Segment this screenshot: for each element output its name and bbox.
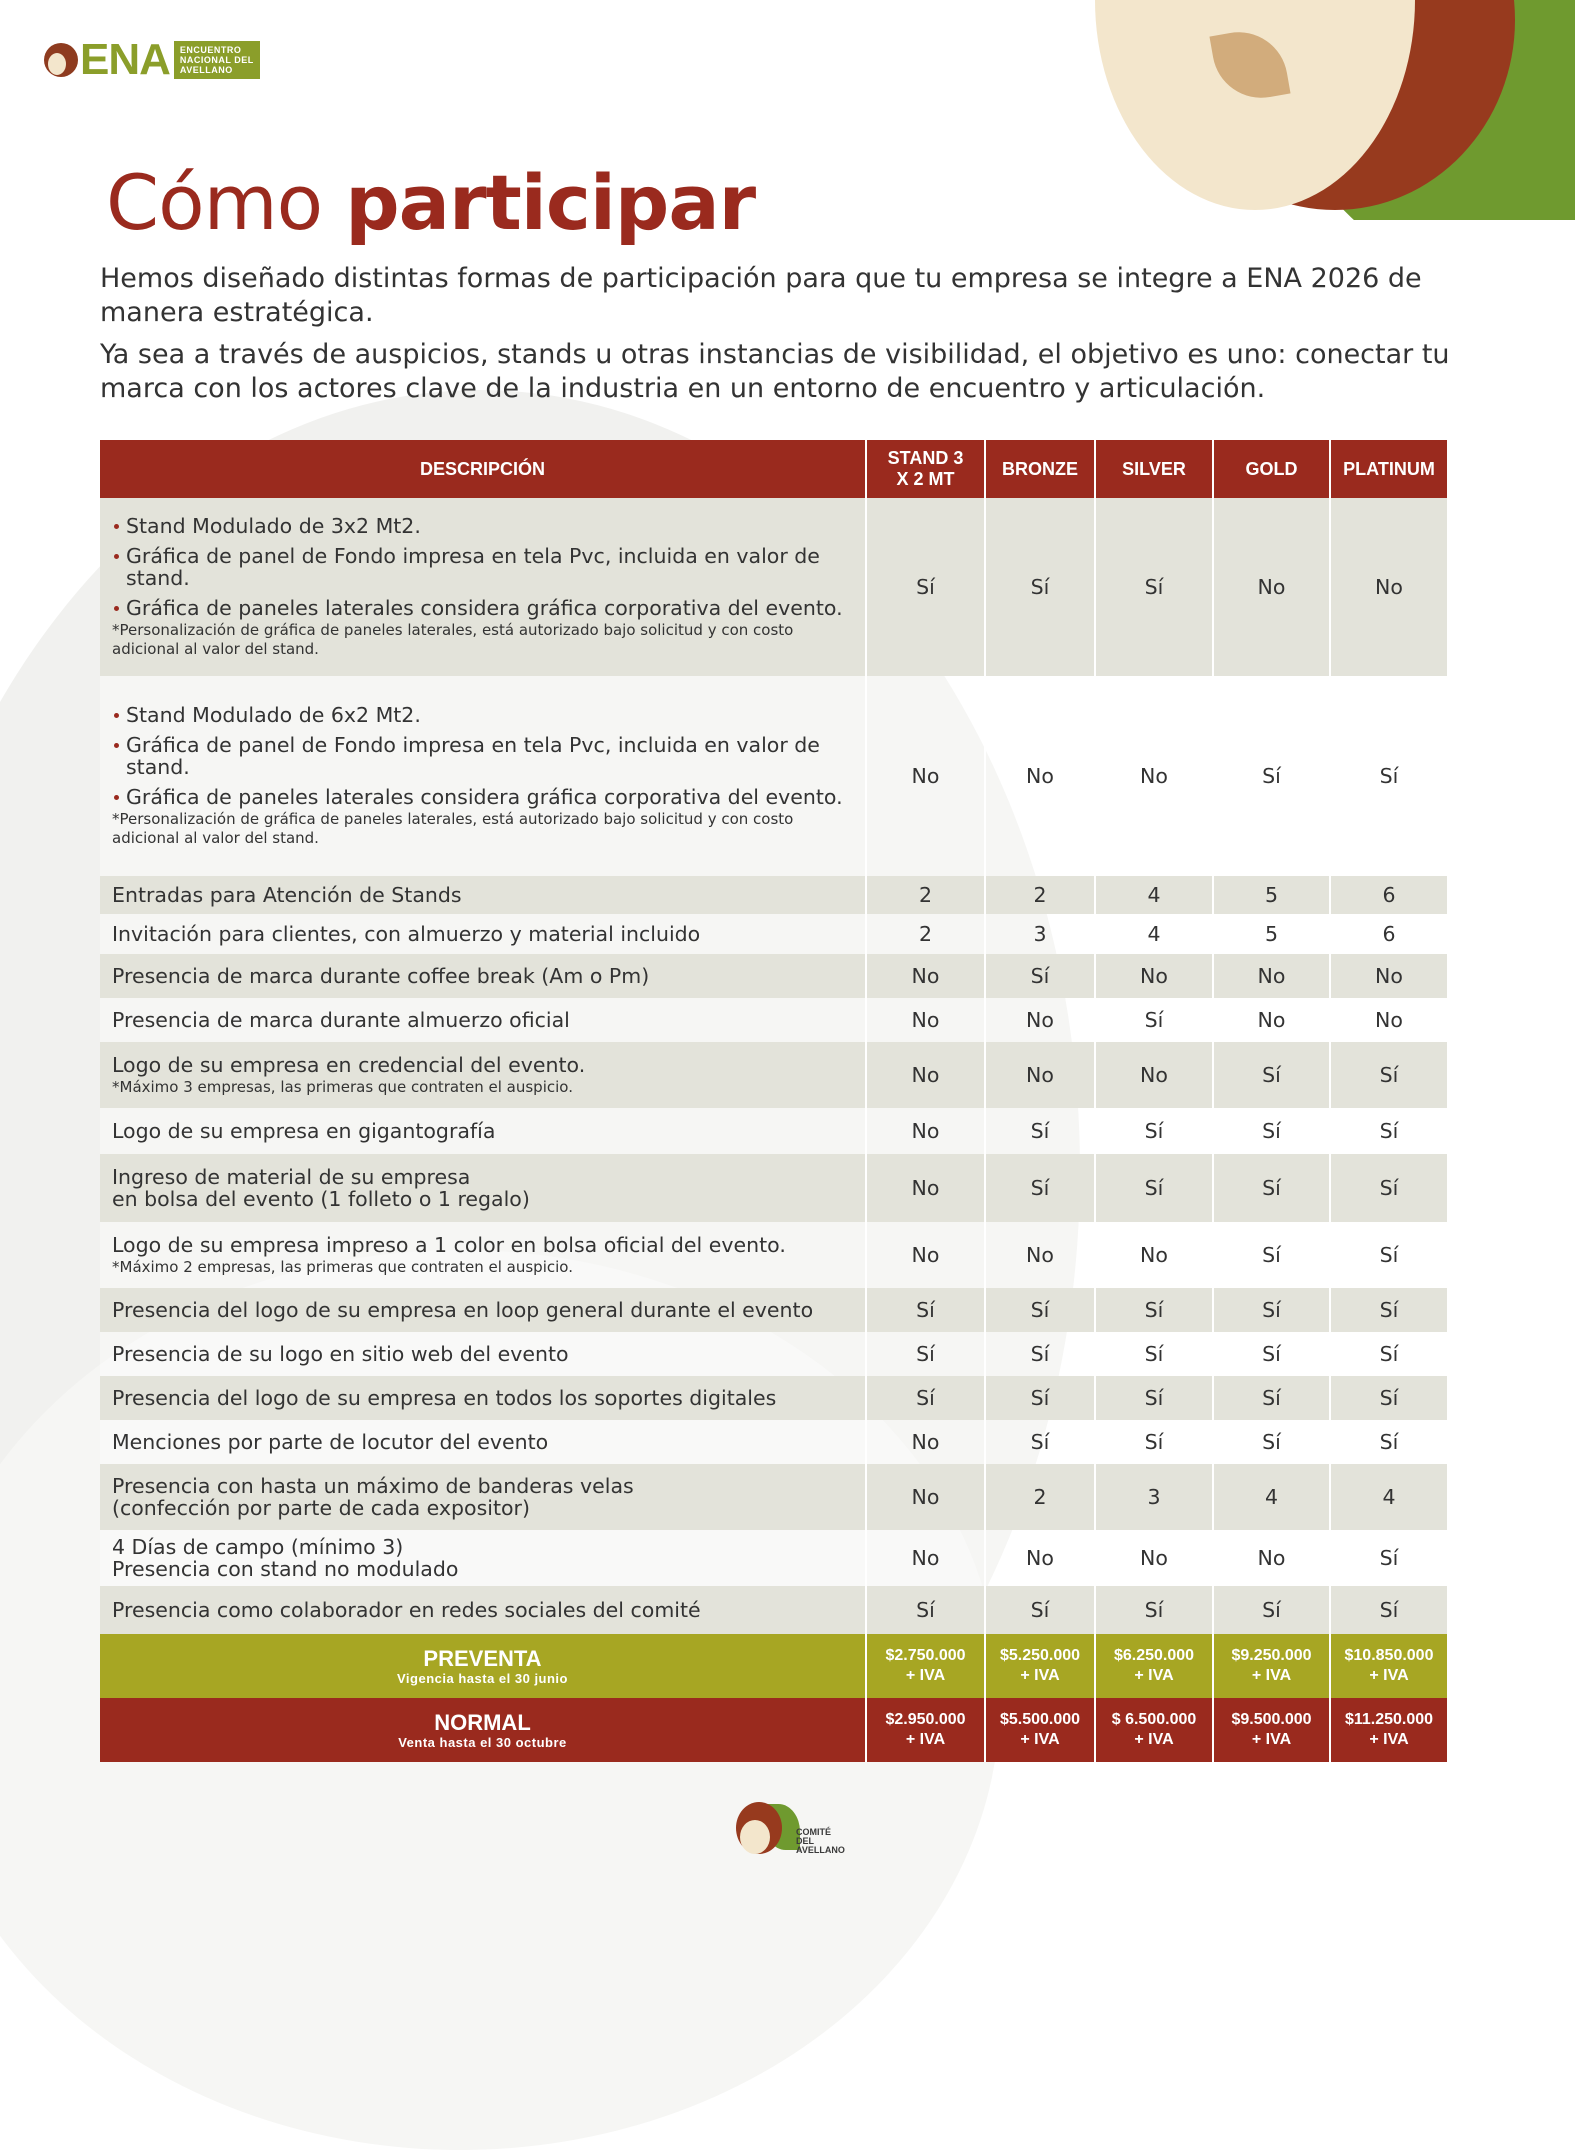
table-row [100,1154,1448,1222]
table-cell-value: 4 [1095,876,1213,914]
table-cell-value: Sí [1095,998,1213,1042]
table-cell-value: Sí [1330,676,1448,876]
list-item: Gráfica de panel de Fondo impresa en tela Pvc, incluida en valor de stand. [112,545,853,589]
price-label-cell [100,1634,866,1698]
row-description: Logo de su empresa impreso a 1 color en bolsa oficial del evento. [112,1232,786,1257]
table-cell-description [100,1154,866,1222]
table-cell-value: Sí [866,498,985,676]
table-cell-description [100,1530,866,1586]
table-cell-value: No [1095,676,1213,876]
list-item: Gráfica de paneles laterales considera gráfica corporativa del evento. [112,597,853,619]
table-cell-value: No [985,1042,1095,1108]
row-description: Entradas para Atención de Stands [112,883,462,907]
footnote: *Máximo 2 empresas, las primeras que contraten el auspicio. [112,1257,573,1276]
intro-text [100,262,1490,414]
header-silver: SILVER [1095,440,1213,498]
table-cell-value: Sí [985,1154,1095,1222]
table-cell-description [100,676,866,876]
table-cell-description [100,998,866,1042]
price-value: $2.950.000 + IVA [866,1698,985,1762]
comite-avellano-logo [736,1798,846,1858]
table-row [100,1464,1448,1530]
plans-table [100,440,1449,1762]
table-cell-value: Sí [985,1420,1095,1464]
table-row [100,954,1448,998]
page-title [106,158,755,248]
table-cell-value: 2 [866,876,985,914]
table-cell-value: Sí [1213,1222,1330,1288]
table-cell-value: No [1095,1530,1213,1586]
table-cell-description [100,914,866,954]
price-value: $6.250.000 + IVA [1095,1634,1213,1698]
row-description: 4 Días de campo (mínimo 3) Presencia con stand no modulado [112,1535,459,1581]
table-cell-value: 5 [1213,876,1330,914]
title-light: Cómo [106,158,323,247]
table-cell-value: Sí [1095,1154,1213,1222]
table-cell-value: 3 [1095,1464,1213,1530]
table-cell-value: Sí [985,498,1095,676]
table-cell-value: Sí [1095,1108,1213,1154]
table-row [100,998,1448,1042]
table-row [100,1108,1448,1154]
row-description: Invitación para clientes, con almuerzo y material incluido [112,922,701,946]
footnote: *Máximo 3 empresas, las primeras que contraten el auspicio. [112,1077,573,1096]
table-row [100,1222,1448,1288]
table-cell-value: No [1095,1222,1213,1288]
header-bronze: BRONZE [985,440,1095,498]
table-cell-description [100,498,866,676]
table-cell-description [100,1464,866,1530]
table-cell-value: 3 [985,914,1095,954]
table-cell-value: No [866,1464,985,1530]
row-description: Logo de su empresa en gigantografía [112,1119,496,1143]
list-item: Stand Modulado de 6x2 Mt2. [112,704,853,726]
table-row [100,1376,1448,1420]
table-cell-value: No [866,1154,985,1222]
table-cell-value: Sí [1095,1420,1213,1464]
hazelnut-logo-icon [44,43,78,77]
table-cell-value: Sí [1330,1288,1448,1332]
table-cell-value: Sí [985,1376,1095,1420]
table-cell-value: Sí [1095,1332,1213,1376]
row-description: Logo de su empresa en credencial del evento. [112,1052,586,1077]
intro-paragraph-1: Hemos diseñado distintas formas de participación para que tu empresa se integre a ENA 2026 de manera estratégica. [100,263,1422,328]
footer-logo-text: COMITÉ DEL AVELLANO [796,1827,845,1855]
table-cell-value: No [866,1530,985,1586]
table-cell-value: No [985,1222,1095,1288]
table-header-row [100,440,1448,498]
table-row [100,498,1448,676]
table-cell-value: Sí [1213,1420,1330,1464]
table-cell-value: No [1213,498,1330,676]
table-cell-value: Sí [1095,498,1213,676]
table-row [100,1288,1448,1332]
footnote: *Personalización de gráfica de paneles laterales, está autorizado bajo solicitud y con costo adicional al valor del stand. [112,810,794,847]
footnote: *Personalización de gráfica de paneles laterales, está autorizado bajo solicitud y con costo adicional al valor del stand. [112,621,794,658]
list-item: Gráfica de paneles laterales considera gráfica corporativa del evento. [112,786,853,808]
table-cell-value: 6 [1330,876,1448,914]
table-cell-value: Sí [866,1288,985,1332]
table-cell-value: Sí [1330,1420,1448,1464]
table-cell-value: No [1330,954,1448,998]
table-cell-value: 4 [1213,1464,1330,1530]
table-cell-value: Sí [866,1586,985,1634]
table-cell-value: Sí [1330,1376,1448,1420]
table-cell-value: Sí [985,1586,1095,1634]
table-row [100,1042,1448,1108]
row-description: Menciones por parte de locutor del evento [112,1430,549,1454]
header-gold: GOLD [1213,440,1330,498]
table-cell-value: 2 [866,914,985,954]
row-description: Presencia del logo de su empresa en loop general durante el evento [112,1298,814,1322]
table-cell-value: 4 [1330,1464,1448,1530]
table-cell-value: Sí [1095,1376,1213,1420]
title-bold: participar [345,158,756,247]
table-cell-value: Sí [1330,1586,1448,1634]
price-label-cell [100,1698,866,1762]
table-cell-value: Sí [1330,1154,1448,1222]
table-cell-value: No [866,1420,985,1464]
table-cell-value: No [1213,954,1330,998]
table-cell-value: Sí [1330,1042,1448,1108]
list-item: Stand Modulado de 3x2 Mt2. [112,515,853,537]
price-label: PREVENTA [423,1645,542,1671]
logo-word: ENA [80,35,170,84]
table-cell-description [100,1222,866,1288]
table-cell-value: Sí [985,954,1095,998]
table-cell-value: 2 [985,1464,1095,1530]
price-value: $2.750.000 + IVA [866,1634,985,1698]
table-cell-value: 2 [985,876,1095,914]
table-cell-description [100,1288,866,1332]
table-cell-value: No [985,676,1095,876]
list-item: Gráfica de panel de Fondo impresa en tela Pvc, incluida en valor de stand. [112,734,853,778]
header-description: DESCRIPCIÓN [100,440,866,498]
table-cell-value: No [866,1222,985,1288]
table-cell-value: No [1095,954,1213,998]
hazelnut-decoration-icon [1095,0,1575,220]
table-cell-value: No [1330,498,1448,676]
table-cell-description [100,1332,866,1376]
price-sublabel: Vigencia hasta el 30 junio [397,1670,568,1686]
table-cell-value: Sí [1095,1288,1213,1332]
table-row [100,676,1448,876]
intro-paragraph-2: Ya sea a través de auspicios, stands u otras instancias de visibilidad, el objetivo es uno: conectar tu marca con los actores clave de la industria en un entorno de encuentro y articulación. [100,339,1450,404]
ena-logo [44,35,260,84]
table-row [100,1332,1448,1376]
price-value: $5.250.000 + IVA [985,1634,1095,1698]
table-row [100,1586,1448,1634]
table-cell-value: No [866,1108,985,1154]
table-cell-value: No [866,676,985,876]
row-description: Presencia como colaborador en redes sociales del comité [112,1598,701,1622]
table-cell-value: No [1213,1530,1330,1586]
price-value: $5.500.000 + IVA [985,1698,1095,1762]
table-cell-value: No [1095,1042,1213,1108]
table-cell-description [100,954,866,998]
table-cell-value: Sí [1095,1586,1213,1634]
table-cell-value: Sí [1213,1288,1330,1332]
table-cell-value: Sí [985,1332,1095,1376]
preventa-price-row [100,1634,1448,1698]
row-description: Ingreso de material de su empresa en bolsa del evento (1 folleto o 1 regalo) [112,1165,530,1211]
table-cell-value: No [866,1042,985,1108]
price-value: $10.850.000 + IVA [1330,1634,1448,1698]
table-cell-value: No [985,1530,1095,1586]
table-row [100,876,1448,914]
price-label: NORMAL [434,1709,531,1735]
table-cell-value: Sí [1330,1222,1448,1288]
table-cell-value: Sí [1213,676,1330,876]
table-cell-value: Sí [1330,1530,1448,1586]
table-cell-value: Sí [1330,1108,1448,1154]
table-row [100,914,1448,954]
table-cell-value: Sí [1213,1586,1330,1634]
table-cell-value: 6 [1330,914,1448,954]
table-cell-value: No [866,998,985,1042]
table-cell-description [100,1376,866,1420]
table-row [100,1530,1448,1586]
row-description: Presencia de marca durante coffee break (Am o Pm) [112,964,650,988]
row-description: Presencia de su logo en sitio web del evento [112,1342,569,1366]
price-value: $9.250.000 + IVA [1213,1634,1330,1698]
table-cell-description [100,1586,866,1634]
table-cell-value: No [1213,998,1330,1042]
price-value: $ 6.500.000 + IVA [1095,1698,1213,1762]
logo-subtitle: ENCUENTRO NACIONAL DEL AVELLANO [174,41,260,79]
header-platinum: PLATINUM [1330,440,1448,498]
table-cell-value: Sí [1213,1154,1330,1222]
price-sublabel: Venta hasta el 30 octubre [398,1734,567,1750]
feature-list [112,515,853,619]
price-value: $11.250.000 + IVA [1330,1698,1448,1762]
table-cell-value: Sí [1213,1332,1330,1376]
table-cell-value: Sí [866,1332,985,1376]
table-cell-description [100,876,866,914]
table-cell-value: Sí [1213,1376,1330,1420]
feature-list [112,704,853,808]
table-cell-value: No [866,954,985,998]
table-cell-value: Sí [1213,1108,1330,1154]
table-cell-value: Sí [866,1376,985,1420]
table-cell-value: 5 [1213,914,1330,954]
table-cell-value: 4 [1095,914,1213,954]
price-value: $9.500.000 + IVA [1213,1698,1330,1762]
normal-price-row [100,1698,1448,1762]
table-cell-description [100,1420,866,1464]
table-cell-value: Sí [985,1288,1095,1332]
row-description: Presencia de marca durante almuerzo oficial [112,1008,570,1032]
table-cell-value: Sí [985,1108,1095,1154]
table-cell-description [100,1042,866,1108]
row-description: Presencia del logo de su empresa en todos los soportes digitales [112,1386,777,1410]
table-cell-description [100,1108,866,1154]
table-cell-value: No [1330,998,1448,1042]
row-description: Presencia con hasta un máximo de banderas velas (confección por parte de cada expositor) [112,1474,634,1520]
table-row [100,1420,1448,1464]
table-cell-value: Sí [1213,1042,1330,1108]
table-cell-value: No [985,998,1095,1042]
header-stand: STAND 3 X 2 MT [866,440,985,498]
table-cell-value: Sí [1330,1332,1448,1376]
